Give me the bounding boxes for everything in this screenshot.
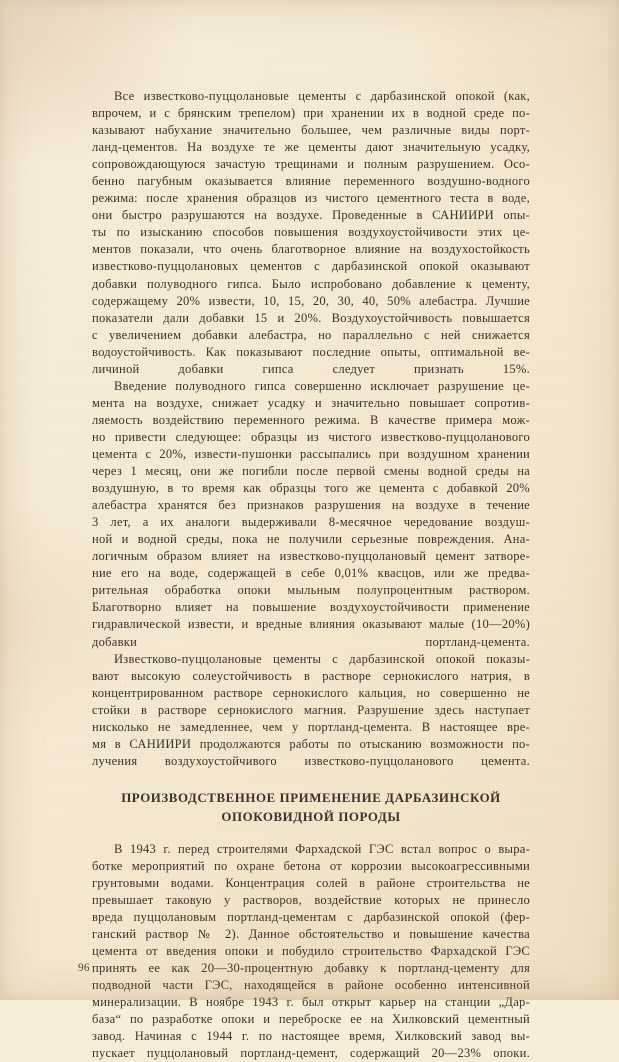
text-block <box>92 88 530 1062</box>
text-line: вреда пуццолановым портланд-цементам с дарбазинской опокой (фер- <box>92 910 530 925</box>
text-line: воздушную, в то время как образцы того же цемента с добавкой 20% <box>92 481 530 496</box>
text-line: Известково-пуццолановые цементы с дарбазинской опокой показы- <box>114 651 530 666</box>
text-line: с увеличением добавки алебастра, но параллельно с ней снижается <box>92 327 530 342</box>
text-line: режима: после хранения образцов из чистого цементного теста в воде, <box>92 191 530 206</box>
text-line: лучения воздухоустойчивого известково-пуццоланового цемента. <box>92 753 530 768</box>
text-line: цемента от введения опоки и побудило строительство Фархадской ГЭС <box>92 944 530 959</box>
paragraph-4 <box>92 841 530 1062</box>
text-line: ние его на воде, содержащей в себе 0,01% квасцов, или же предва- <box>92 566 530 581</box>
text-line: вают высокую солеустойчивость в растворе сернокислого натрия, в <box>92 668 530 683</box>
text-line: казывают набухание значительно большее, чем различные виды порт- <box>92 123 530 138</box>
text-line: ланд-цементов. На воздухе те же цементы дают значительную усадку, <box>92 140 530 155</box>
text-line: Все известково-пуццолановые цементы с дарбазинской опокой (как, <box>114 89 530 103</box>
text-line: содержащему 20% извести, 10, 15, 20, 30, 40, 50% алебастра. Лучшие <box>92 293 530 308</box>
text-line: водоустойчивость. Как показывают последние опыты, оптимальной ве- <box>92 344 530 359</box>
text-line: принять ее как 20—30-процентную добавку к портланд-цементу для <box>92 961 530 976</box>
text-line: 3 лет, а их аналоги выдерживали 8-месячное чередование воздуш- <box>92 515 530 530</box>
spacer <box>92 770 530 789</box>
text-line: мента на воздухе, снижает усадку и значительно повышает сопротив- <box>92 395 530 410</box>
text-line: подводной части ГЭС, находящейся в районе особенно интенсивной <box>92 978 530 993</box>
paper-speck <box>267 63 269 65</box>
text-line: бенно пагубным оказывается влияние переменного воздушно-водного <box>92 174 530 189</box>
text-line: концентрированном растворе сернокислого кальция, но совершенно не <box>92 685 530 700</box>
text-line: цемента с 20%, извести-пушонки рассыпались при воздушном хранении <box>92 446 530 461</box>
paper-speck <box>84 978 86 980</box>
text-line: рительная обработка опоки мыльным полупроцентным раствором. <box>92 583 530 598</box>
spacer <box>92 827 530 841</box>
paragraph-3 <box>92 651 530 770</box>
text-line: добавки портланд-цемента. <box>92 634 530 649</box>
section-heading <box>92 789 530 827</box>
text-line: ты по изысканию способов повышения воздухоустойчивости этих це- <box>92 225 530 240</box>
heading-line: ПРОИЗВОДСТВЕННОЕ ПРИМЕНЕНИЕ ДАРБАЗИНСКОЙ <box>121 790 501 805</box>
text-line: В 1943 г. перед строителями Фархадской ГЭС встал вопрос о выра- <box>114 841 530 856</box>
text-line: они быстро разрушаются на воздухе. Проведенные в САНИИРИ опы- <box>92 208 530 223</box>
text-line: известково-пуццолановых цементов с дарбазинской опокой оказывают <box>92 259 530 274</box>
text-line: мя в САНИИРИ продолжаются работы по отысканию возможности по- <box>92 736 530 751</box>
text-line: гидравлической извести, и вредные влияния оказывают малые (10—20%) <box>92 617 530 632</box>
text-line: грунтовыми водами. Концентрация солей в районе строительства не <box>92 875 530 890</box>
text-line: минерализации. В ноябре 1943 г. был открыт карьер на станции „Дар- <box>92 995 530 1010</box>
page-number: 96 <box>78 962 90 974</box>
text-line: база“ по разработке опоки и переброске ее на Хилковский цементный <box>92 1012 530 1027</box>
text-line: ляемость воздействию переменного режима. В качестве примера мож- <box>92 412 530 427</box>
text-line: но привести следующее: образцы из чистого известково-пуццоланового <box>92 429 530 444</box>
heading-line: ОПОКОВИДНОЙ ПОРОДЫ <box>221 809 401 824</box>
text-line: добавки полуводного гипса. Было испробовано добавление к цементу, <box>92 276 530 291</box>
text-line: личиной добавки гипса следует признать 15%. <box>92 361 530 376</box>
text-line: сопровождающуюся зачастую трещинами и полным разрушением. Осо- <box>92 157 530 172</box>
text-line: впрочем, и с брянским трепелом) при хранении их в водной среде по- <box>92 106 530 121</box>
text-line: нисколько не замедленнее, чем у портланд-цемента. В настоящее вре- <box>92 719 530 734</box>
paragraph-1 <box>92 88 530 378</box>
text-line: стойки в растворе сернокислого магния. Разрушение здесь наступает <box>92 702 530 717</box>
text-line: ботке мероприятий по охране бетона от коррозии высокоагрессивными <box>92 858 530 873</box>
paragraph-2 <box>92 378 530 651</box>
text-line: пускает пуццолановый портланд-цемент, содержащий 20—23% опоки. <box>92 1046 530 1061</box>
text-line: логичным образом влияет на известково-пуццолановый цемент затворе- <box>92 549 530 564</box>
text-line: ганский раствор № 2). Данное обстоятельство и повышение качества <box>92 927 530 942</box>
text-line: алебастра хранятся без признаков разрушения на воздухе в течение <box>92 498 530 513</box>
text-line: через 1 месяц, они же погибли после первой смены водной среды на <box>92 464 530 479</box>
text-line: ментов показали, что очень благотворное влияние на воздухостойкость <box>92 242 530 257</box>
text-line: показатели дали добавки 15 и 20%. Воздухоустойчивость повышается <box>92 310 530 325</box>
text-line: завод. Начиная с 1944 г. по настоящее время, Хилковский завод вы- <box>92 1029 530 1044</box>
text-line: Введение полуводного гипса совершенно исключает разрушение це- <box>114 378 530 393</box>
text-line: ной и водной среды, пока не получили серьезные повреждения. Ана- <box>92 532 530 547</box>
text-line: Благотворно влияет на повышение воздухоустойчивости применение <box>92 600 530 615</box>
text-line: превышает таковую у растворов, воздействие которых не принесло <box>92 893 530 908</box>
